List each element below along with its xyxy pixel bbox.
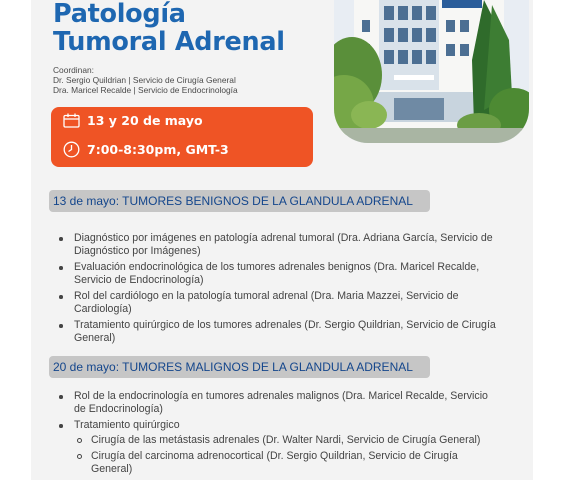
schedule-box	[51, 107, 313, 167]
list-item	[55, 419, 500, 476]
coordinators-block	[53, 65, 238, 95]
sub-list-item: Cirugía del carcinoma adrenocortical (Dr. Sergio Quildrian, Servicio de Cirugía General)	[74, 450, 500, 476]
list-item: Tratamiento quirúrgico de los tumores adrenales (Dr. Sergio Quildrian, Servicio de Cirugía General)	[55, 319, 500, 345]
schedule-dates-row	[63, 113, 203, 128]
coordinator-2-name: Dra. Maricel Recalde	[53, 85, 132, 95]
title-line-2: Tumoral Adrenal	[53, 27, 285, 57]
list-item: Rol del cardiólogo en la patología tumoral adrenal (Dra. Maria Mazzei, Servicio de Cardiología)	[55, 290, 500, 316]
coordinators-label: Coordinan:	[53, 65, 94, 75]
coordinator-2	[53, 85, 238, 95]
list-item-text: Tratamiento quirúrgico	[74, 419, 180, 431]
coordinator-1	[53, 75, 238, 85]
title-line-1: Patología	[53, 0, 186, 29]
hospital-photo	[334, 0, 529, 143]
section-1-list	[55, 232, 500, 348]
list-item: Rol de la endocrinología en tumores adrenales malignos (Dra. Maricel Recalde, Servicio de Endocrinología)	[55, 390, 500, 416]
sub-list-item: Cirugía de las metástasis adrenales (Dr. Walter Nardi, Servicio de Cirugía General)	[74, 434, 500, 447]
coordinator-1-name: Dr. Sergio Quildrian	[53, 75, 127, 85]
page-title	[53, 0, 285, 56]
list-item: Evaluación endocrinológica de los tumores adrenales benignos (Dra. Maricel Recalde, Servicio de Endocrinología)	[55, 261, 500, 287]
calendar-icon	[63, 113, 80, 128]
coordinator-2-dept: | Servicio de Endocrinología	[133, 85, 238, 95]
section-1-heading-band	[49, 190, 430, 212]
schedule-time: 7:00-8:30pm, GMT-3	[87, 142, 229, 157]
section-1-heading: 13 de mayo: TUMORES BENIGNOS DE LA GLANDULA ADRENAL	[53, 194, 413, 208]
section-2-list	[55, 390, 500, 479]
coordinator-1-dept: | Servicio de Cirugía General	[128, 75, 236, 85]
section-2-heading-band	[49, 356, 430, 378]
clock-icon	[63, 141, 80, 158]
section-2-heading: 20 de mayo: TUMORES MALIGNOS DE LA GLANDULA ADRENAL	[53, 360, 413, 374]
schedule-time-row	[63, 141, 229, 158]
list-item: Diagnóstico por imágenes en patología adrenal tumoral (Dra. Adriana García, Servicio de Diagnóstico por Imágenes)	[55, 232, 500, 258]
schedule-dates: 13 y 20 de mayo	[87, 113, 203, 128]
sub-list	[74, 434, 500, 476]
